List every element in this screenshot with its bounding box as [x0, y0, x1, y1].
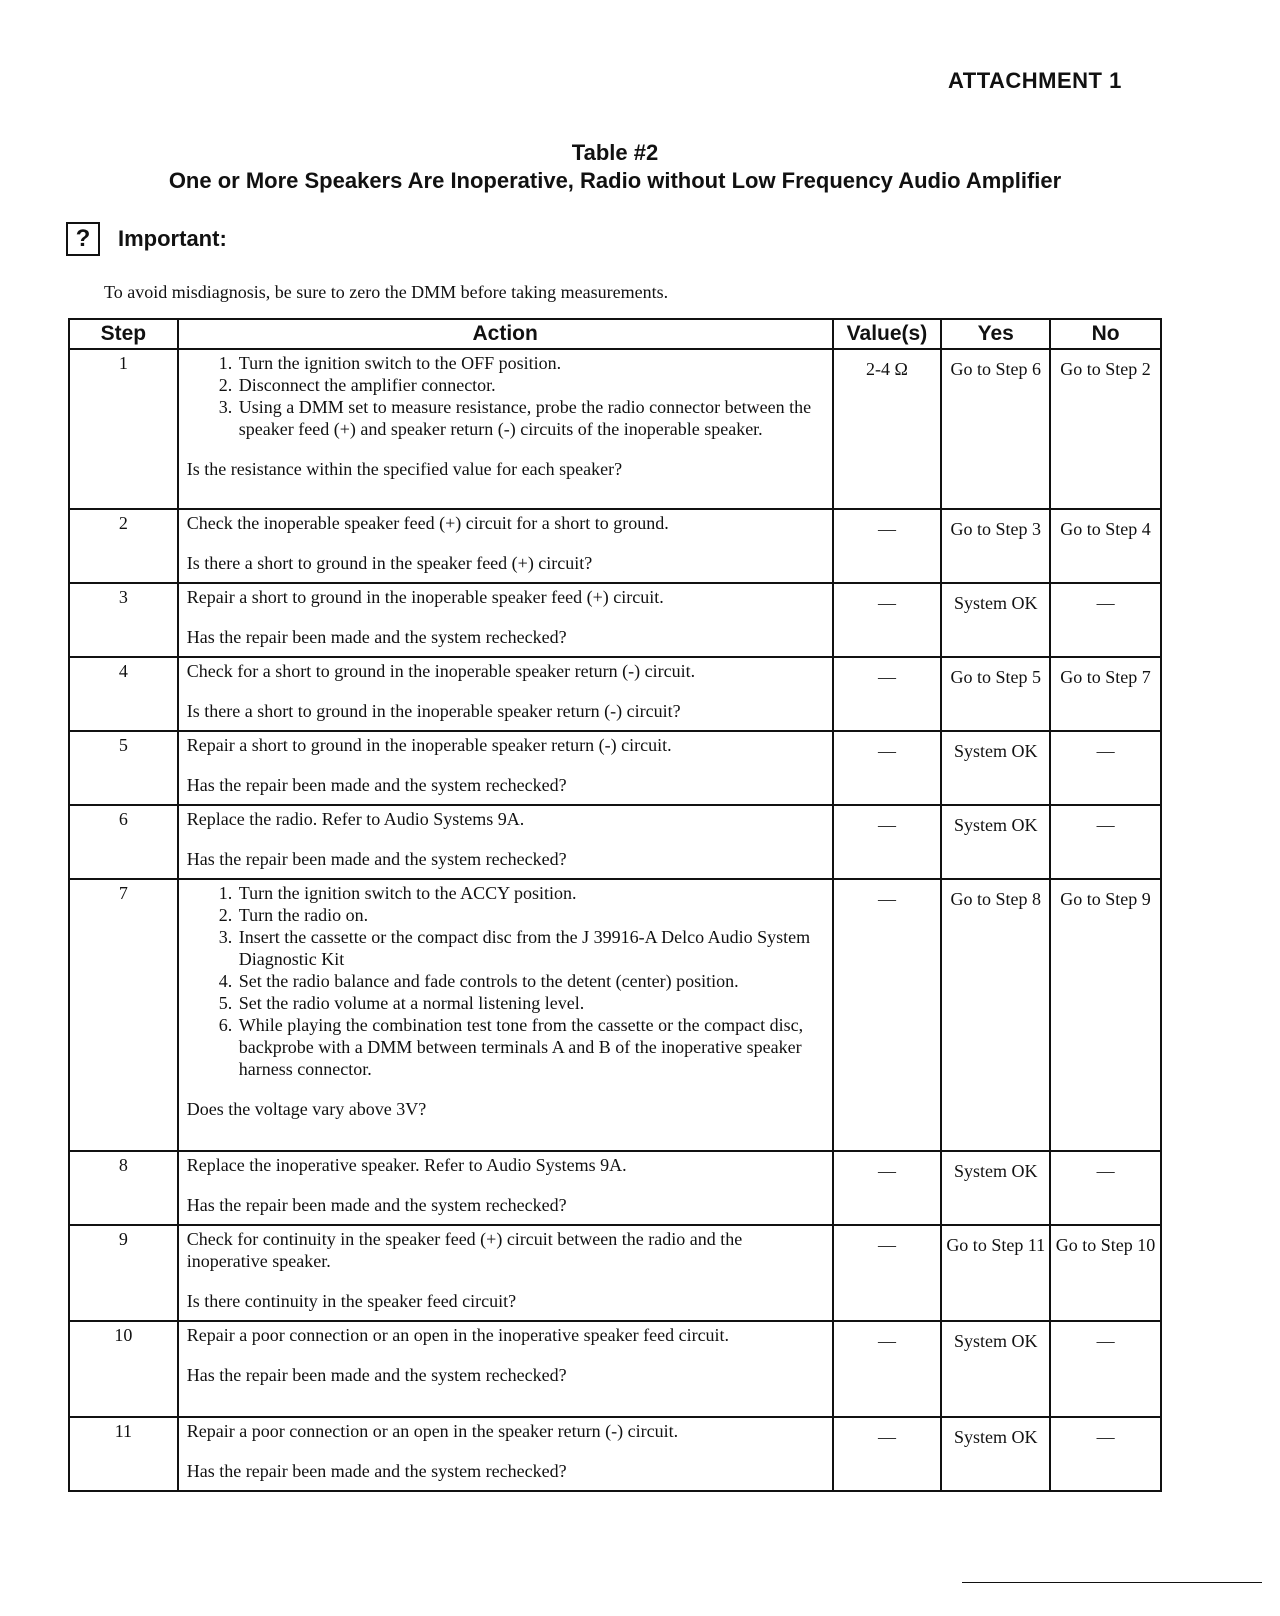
action-text: Repair a short to ground in the inoperable speaker return (-) circuit.: [186, 735, 672, 755]
header-values: Value(s): [833, 319, 942, 349]
yes-cell: System OK: [941, 731, 1050, 805]
action-cell: [178, 509, 833, 583]
no-cell: —: [1050, 1321, 1161, 1417]
value-cell: —: [833, 583, 942, 657]
action-text: Repair a poor connection or an open in the inoperative speaker feed circuit.: [186, 1325, 730, 1345]
step-number: 7: [69, 879, 178, 1151]
action-question: Is there a short to ground in the speaker feed (+) circuit?: [186, 553, 593, 573]
action-cell: [178, 657, 833, 731]
action-cell: [178, 879, 833, 1151]
step-number: 10: [69, 1321, 178, 1417]
action-question: Has the repair been made and the system rechecked?: [186, 1461, 567, 1481]
no-cell: Go to Step 7: [1050, 657, 1161, 731]
footer-rule: [962, 1582, 1262, 1583]
step-number: 6: [69, 805, 178, 879]
yes-cell: Go to Step 8: [941, 879, 1050, 1151]
no-cell: —: [1050, 731, 1161, 805]
action-list: [187, 882, 824, 1080]
table-row: [69, 583, 1161, 657]
table-row: [69, 349, 1161, 509]
action-list: [187, 352, 824, 440]
no-cell: —: [1050, 1417, 1161, 1491]
no-cell: —: [1050, 1151, 1161, 1225]
value-cell: —: [833, 1417, 942, 1491]
action-item: 4. Set the radio balance and fade controls to the detent (center) position.: [237, 970, 824, 992]
action-item: 2. Disconnect the amplifier connector.: [237, 374, 824, 396]
action-question: Has the repair been made and the system rechecked?: [186, 775, 567, 795]
table-header-row: [69, 319, 1161, 349]
no-cell: Go to Step 4: [1050, 509, 1161, 583]
value-cell: —: [833, 805, 942, 879]
table-row: [69, 1225, 1161, 1321]
table-number: Table #2: [571, 140, 659, 165]
yes-cell: System OK: [941, 1321, 1050, 1417]
value-cell: —: [833, 1321, 942, 1417]
action-text: Check the inoperable speaker feed (+) circuit for a short to ground.: [186, 513, 669, 533]
yes-cell: System OK: [941, 1151, 1050, 1225]
step-number: 2: [69, 509, 178, 583]
table-row: [69, 879, 1161, 1151]
value-cell: —: [833, 879, 942, 1151]
important-note: To avoid misdiagnosis, be sure to zero the DMM before taking measurements.: [104, 282, 669, 302]
action-question: Has the repair been made and the system rechecked?: [186, 1195, 567, 1215]
important-header: [66, 222, 227, 256]
action-question: Does the voltage vary above 3V?: [186, 1099, 427, 1119]
action-question: Has the repair been made and the system rechecked?: [186, 627, 567, 647]
action-cell: [178, 583, 833, 657]
diagnostic-table: [68, 318, 1162, 1492]
action-item: 5. Set the radio volume at a normal listening level.: [237, 992, 824, 1014]
table-row: [69, 657, 1161, 731]
action-item: 1. Turn the ignition switch to the OFF position.: [237, 352, 824, 374]
yes-cell: Go to Step 5: [941, 657, 1050, 731]
header-yes: Yes: [941, 319, 1050, 349]
no-cell: Go to Step 9: [1050, 879, 1161, 1151]
action-text: Repair a short to ground in the inoperable speaker feed (+) circuit.: [186, 587, 664, 607]
action-text: Replace the radio. Refer to Audio Systems 9A.: [186, 809, 525, 829]
action-item: 3. Using a DMM set to measure resistance, probe the radio connector between the speaker feed (+) and speaker return (-) circuits of the inoperable speaker.: [237, 396, 824, 440]
step-number: 4: [69, 657, 178, 731]
important-label: Important:: [118, 226, 227, 251]
action-question: Has the repair been made and the system rechecked?: [186, 849, 567, 869]
action-item: 6. While playing the combination test tone from the cassette or the compact disc, backprobe with a DMM between terminals A and B of the inoperative speaker harness connector.: [237, 1014, 824, 1080]
action-cell: [178, 805, 833, 879]
yes-cell: Go to Step 11: [941, 1225, 1050, 1321]
header-no: No: [1050, 319, 1161, 349]
no-cell: Go to Step 2: [1050, 349, 1161, 509]
table-row: [69, 805, 1161, 879]
action-question: Is there continuity in the speaker feed circuit?: [186, 1291, 517, 1311]
action-text: Replace the inoperative speaker. Refer to Audio Systems 9A.: [186, 1155, 627, 1175]
important-icon: ?: [66, 222, 100, 256]
step-number: 11: [69, 1417, 178, 1491]
table-row: [69, 731, 1161, 805]
action-question: Is there a short to ground in the inoperable speaker return (-) circuit?: [186, 701, 681, 721]
action-cell: [178, 1151, 833, 1225]
header-step: Step: [69, 319, 178, 349]
action-text: Check for continuity in the speaker feed (+) circuit between the radio and the inoperative speaker.: [186, 1229, 743, 1271]
header-action: Action: [178, 319, 833, 349]
attachment-label: ATTACHMENT 1: [948, 68, 1122, 93]
table-row: [69, 1321, 1161, 1417]
yes-cell: System OK: [941, 805, 1050, 879]
action-cell: [178, 1321, 833, 1417]
no-cell: —: [1050, 583, 1161, 657]
action-cell: [178, 349, 833, 509]
action-item: 1. Turn the ignition switch to the ACCY position.: [237, 882, 824, 904]
action-cell: [178, 731, 833, 805]
value-cell: —: [833, 657, 942, 731]
action-question: Has the repair been made and the system rechecked?: [186, 1365, 567, 1385]
action-item: 2. Turn the radio on.: [237, 904, 824, 926]
table-row: [69, 1151, 1161, 1225]
value-cell: —: [833, 1225, 942, 1321]
action-text: Check for a short to ground in the inoperable speaker return (-) circuit.: [186, 661, 696, 681]
value-cell: 2-4 Ω: [833, 349, 942, 509]
step-number: 5: [69, 731, 178, 805]
step-number: 3: [69, 583, 178, 657]
yes-cell: System OK: [941, 583, 1050, 657]
step-number: 9: [69, 1225, 178, 1321]
yes-cell: Go to Step 6: [941, 349, 1050, 509]
value-cell: —: [833, 731, 942, 805]
table-title: One or More Speakers Are Inoperative, Radio without Low Frequency Audio Amplifier: [168, 168, 1062, 193]
value-cell: —: [833, 509, 942, 583]
step-number: 8: [69, 1151, 178, 1225]
value-cell: —: [833, 1151, 942, 1225]
action-question: Is the resistance within the specified value for each speaker?: [186, 459, 623, 479]
action-text: Repair a poor connection or an open in the speaker return (-) circuit.: [186, 1421, 679, 1441]
no-cell: —: [1050, 805, 1161, 879]
no-cell: Go to Step 10: [1050, 1225, 1161, 1321]
action-cell: [178, 1225, 833, 1321]
table-row: [69, 1417, 1161, 1491]
action-item: 3. Insert the cassette or the compact disc from the J 39916-A Delco Audio System Diagnostic Kit: [237, 926, 824, 970]
step-number: 1: [69, 349, 178, 509]
yes-cell: Go to Step 3: [941, 509, 1050, 583]
yes-cell: System OK: [941, 1417, 1050, 1491]
table-row: [69, 509, 1161, 583]
action-cell: [178, 1417, 833, 1491]
